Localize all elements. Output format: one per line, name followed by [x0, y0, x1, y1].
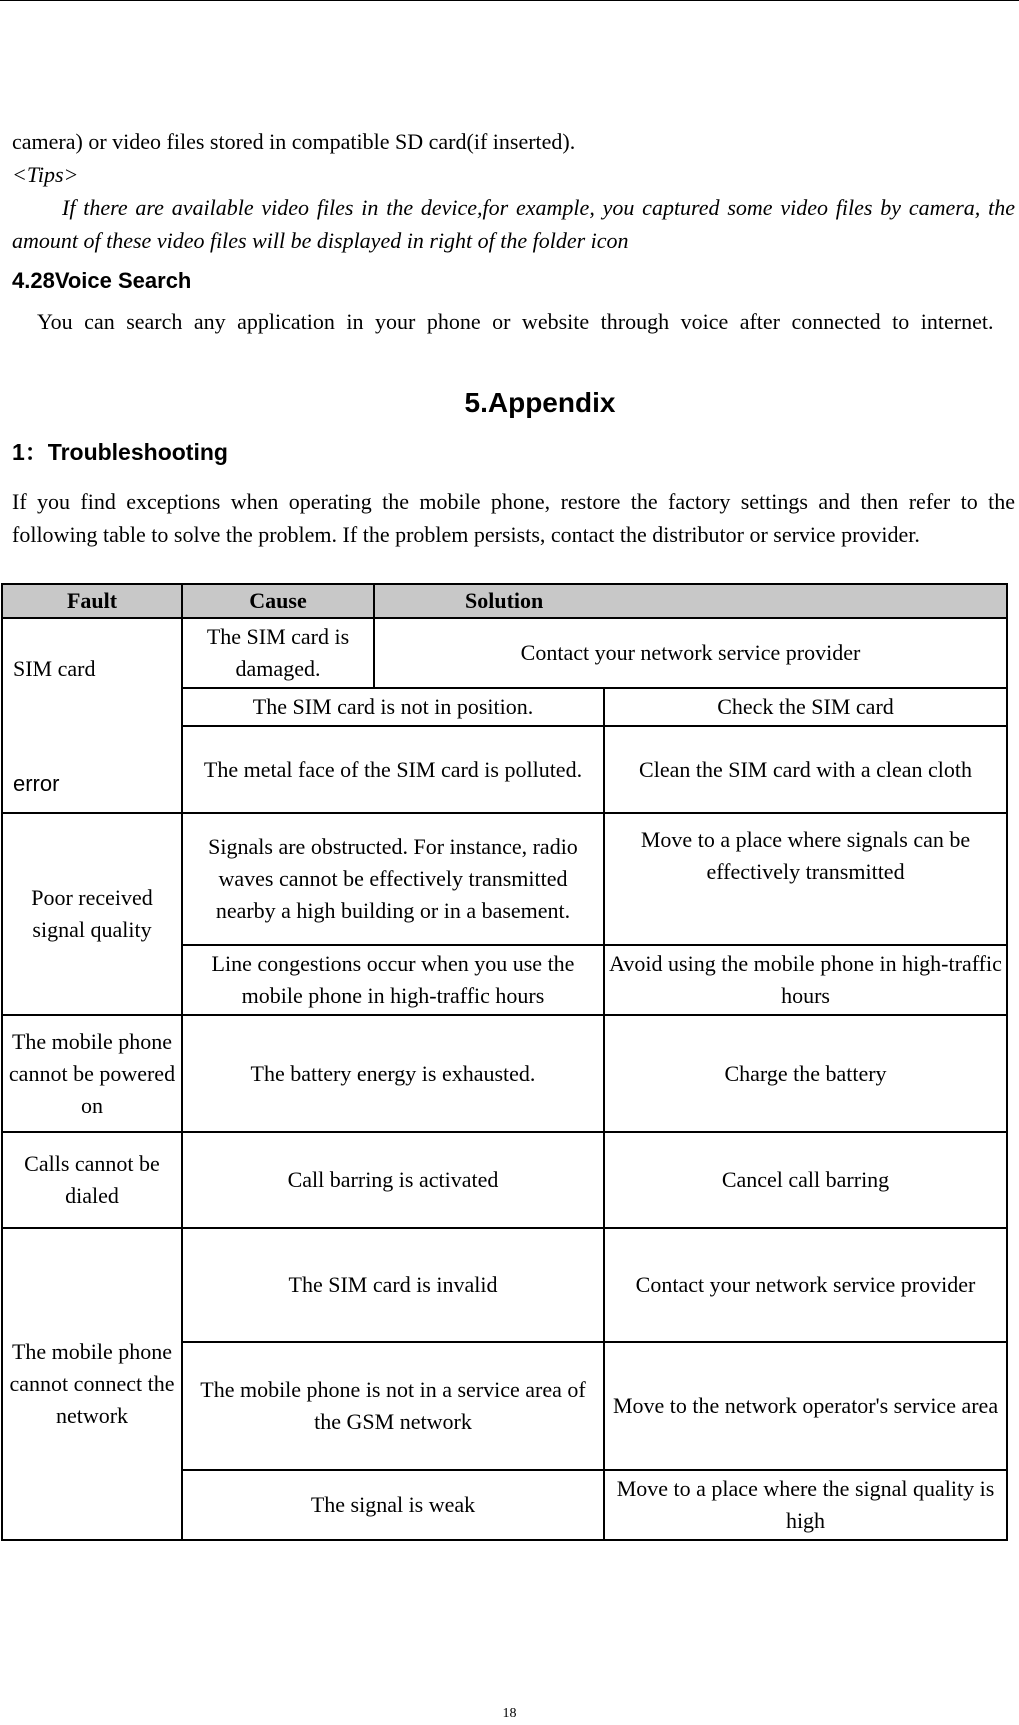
solution-cancel-barring: Cancel call barring: [604, 1132, 1007, 1228]
cause-sim-damaged: The SIM card is damaged.: [182, 618, 374, 688]
header-fault: Fault: [2, 584, 182, 618]
fault-network: The mobile phone cannot connect the network: [2, 1228, 182, 1540]
fault-sim-error-label: error: [13, 771, 60, 796]
solution-move-signal-high: Move to a place where the signal quality is high: [604, 1470, 1007, 1540]
header-solution: Solution: [374, 584, 1007, 618]
solution-avoid-peak: Avoid using the mobile phone in high-traffic hours: [604, 945, 1007, 1015]
intro-section: [12, 125, 1015, 257]
table-row: [2, 1015, 1007, 1132]
cause-sim-polluted: The metal face of the SIM card is polluted.: [182, 726, 604, 813]
cause-battery-exhausted: The battery energy is exhausted.: [182, 1015, 604, 1132]
fault-poor-signal: Poor received signal quality: [2, 813, 182, 1015]
fault-calls: Calls cannot be dialed: [2, 1132, 182, 1228]
tips-label: <Tips>: [12, 162, 79, 187]
solution-check-sim: Check the SIM card: [604, 688, 1007, 726]
troubleshooting-intro: If you find exceptions when operating the mobile phone, restore the factory settings and then refer to the following table to solve the problem. If the problem persists, contact the distributor or service provider.: [12, 489, 1015, 547]
fault-power: The mobile phone cannot be powered on: [2, 1015, 182, 1132]
voice-search-body: You can search any application in your phone or website through voice after connected to internet.: [37, 309, 994, 334]
solution-charge-battery: Charge the battery: [604, 1015, 1007, 1132]
header-rule: [0, 0, 1019, 1]
voice-search-heading: 4.28Voice Search: [12, 268, 192, 293]
table-row: [2, 813, 1007, 945]
solution-contact-provider-2: Contact your network service provider: [604, 1228, 1007, 1342]
intro-line: camera) or video files stored in compatible SD card(if inserted).: [12, 129, 576, 154]
solution-move-service-area: Move to the network operator's service area: [604, 1342, 1007, 1470]
cause-line-congestion: Line congestions occur when you use the mobile phone in high-traffic hours: [182, 945, 604, 1015]
table-row: [2, 618, 1007, 688]
tips-text: If there are available video files in the device,for example, you captured some video files by camera, the amount of these video files will be displayed in right of the folder icon: [12, 195, 1015, 253]
solution-clean-sim: Clean the SIM card with a clean cloth: [604, 726, 1007, 813]
cause-sim-invalid: The SIM card is invalid: [182, 1228, 604, 1342]
table-header-row: [2, 584, 1007, 618]
table-row: [2, 1132, 1007, 1228]
fault-sim-label: SIM card: [13, 656, 96, 681]
fault-sim-card: [2, 618, 182, 813]
page-number: 18: [502, 1706, 517, 1721]
troubleshooting-heading: 1：Troubleshooting: [12, 439, 228, 465]
cause-weak-signal: The signal is weak: [182, 1470, 604, 1540]
table-row: [2, 1228, 1007, 1342]
solution-move-signal: Move to a place where signals can be effectively transmitted: [604, 813, 1007, 945]
solution-contact-provider: Contact your network service provider: [374, 618, 1007, 688]
cause-call-barring: Call barring is activated: [182, 1132, 604, 1228]
cause-signal-obstructed: Signals are obstructed. For instance, radio waves cannot be effectively transmitted nearby a high building or in a basement.: [182, 813, 604, 945]
cause-no-service: The mobile phone is not in a service area of the GSM network: [182, 1342, 604, 1470]
troubleshooting-table: [1, 583, 1008, 1541]
cause-sim-position: The SIM card is not in position.: [182, 688, 604, 726]
header-cause: Cause: [182, 584, 374, 618]
appendix-title: 5.Appendix: [464, 387, 616, 418]
